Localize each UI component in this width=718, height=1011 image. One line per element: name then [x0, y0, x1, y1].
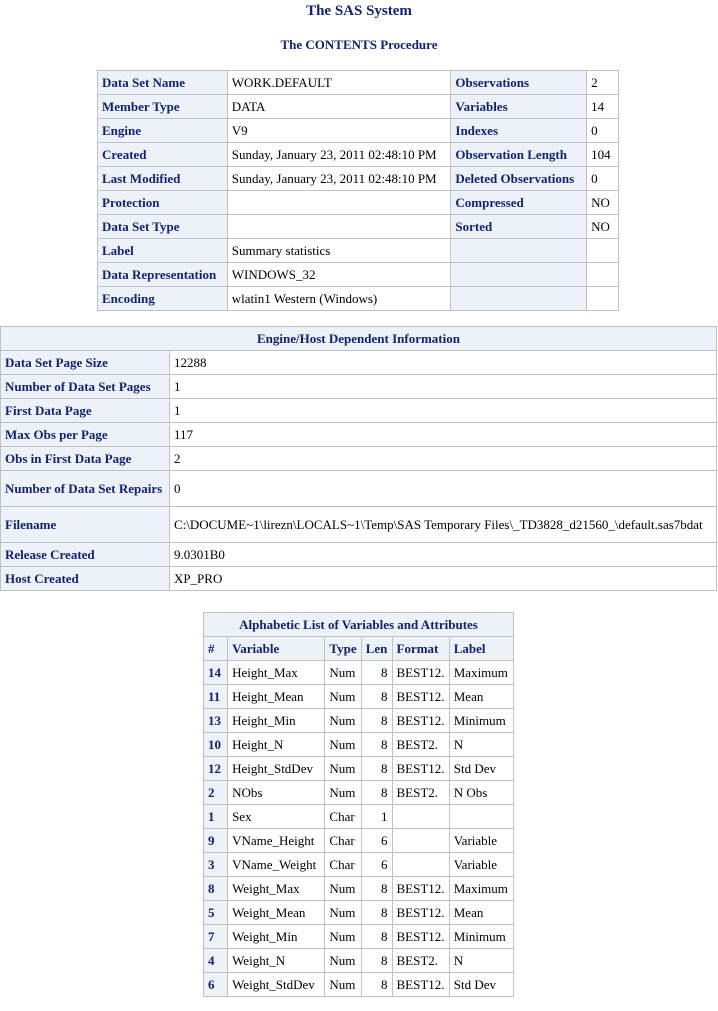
engine-table-caption: Engine/Host Dependent Information — [1, 327, 717, 351]
var-num: 4 — [204, 949, 228, 973]
attribute-value: 0 — [587, 119, 619, 143]
engine-row — [1, 567, 717, 591]
var-format: BEST12. — [392, 661, 449, 685]
var-label: Minimum — [449, 925, 513, 949]
engine-value: 9.0301B0 — [169, 543, 716, 567]
var-num: 14 — [204, 661, 228, 685]
var-num: 8 — [204, 877, 228, 901]
attribute-row — [98, 263, 619, 287]
var-type: Char — [325, 853, 361, 877]
table-row — [204, 877, 514, 901]
engine-label: Host Created — [1, 567, 170, 591]
var-len: 8 — [361, 973, 392, 997]
var-num: 12 — [204, 757, 228, 781]
table-row — [204, 829, 514, 853]
var-len: 6 — [361, 853, 392, 877]
attribute-value: V9 — [227, 119, 451, 143]
var-name: Weight_StdDev — [228, 973, 325, 997]
var-len: 6 — [361, 829, 392, 853]
var-label: Minimum — [449, 709, 513, 733]
engine-label: Filename — [1, 507, 170, 543]
engine-label: Obs in First Data Page — [1, 447, 170, 471]
engine-label: Release Created — [1, 543, 170, 567]
attribute-label: Indexes — [451, 119, 587, 143]
var-len: 8 — [361, 877, 392, 901]
engine-label: Number of Data Set Repairs — [1, 471, 170, 507]
attribute-value: Summary statistics — [227, 239, 451, 263]
table-row — [204, 853, 514, 877]
var-num: 6 — [204, 973, 228, 997]
var-type: Num — [325, 757, 361, 781]
engine-value: C:\DOCUME~1\lirezn\LOCALS~1\Temp\SAS Temporary Files\_TD3828_d21560_\default.sas7bdat — [169, 507, 716, 543]
col-header-variable: Variable — [228, 637, 325, 661]
var-label: Std Dev — [449, 757, 513, 781]
engine-row — [1, 375, 717, 399]
col-header-format: Format — [392, 637, 449, 661]
engine-value: 1 — [169, 375, 716, 399]
var-name: Height_Min — [228, 709, 325, 733]
var-num: 13 — [204, 709, 228, 733]
dataset-attributes-table — [97, 70, 619, 311]
var-label: Maximum — [449, 661, 513, 685]
attribute-value — [587, 263, 619, 287]
var-len: 8 — [361, 709, 392, 733]
var-len: 8 — [361, 949, 392, 973]
engine-label: Data Set Page Size — [1, 351, 170, 375]
attribute-label: Compressed — [451, 191, 587, 215]
var-name: NObs — [228, 781, 325, 805]
var-type: Num — [325, 901, 361, 925]
col-header-num: # — [204, 637, 228, 661]
attribute-label — [451, 287, 587, 311]
table-row — [204, 901, 514, 925]
var-len: 8 — [361, 781, 392, 805]
engine-row — [1, 399, 717, 423]
var-label — [449, 805, 513, 829]
col-header-len: Len — [361, 637, 392, 661]
variables-table — [203, 612, 514, 997]
var-type: Char — [325, 805, 361, 829]
var-label: Maximum — [449, 877, 513, 901]
table-row — [204, 709, 514, 733]
attribute-value: wlatin1 Western (Windows) — [227, 287, 451, 311]
col-header-label: Label — [449, 637, 513, 661]
table-row — [204, 949, 514, 973]
var-type: Num — [325, 685, 361, 709]
attribute-row — [98, 239, 619, 263]
var-label: Variable — [449, 829, 513, 853]
attribute-label — [451, 239, 587, 263]
var-len: 8 — [361, 925, 392, 949]
var-num: 3 — [204, 853, 228, 877]
attribute-label: Created — [98, 143, 228, 167]
attribute-label: Data Set Type — [98, 215, 228, 239]
var-name: VName_Height — [228, 829, 325, 853]
var-format: BEST2. — [392, 781, 449, 805]
var-name: Weight_Max — [228, 877, 325, 901]
table-row — [204, 733, 514, 757]
var-len: 8 — [361, 661, 392, 685]
variables-table-caption: Alphabetic List of Variables and Attributes — [204, 613, 514, 637]
var-label: N — [449, 949, 513, 973]
col-header-type: Type — [325, 637, 361, 661]
attribute-value: 104 — [587, 143, 619, 167]
attribute-label: Variables — [451, 95, 587, 119]
attribute-value: DATA — [227, 95, 451, 119]
attribute-label: Last Modified — [98, 167, 228, 191]
var-type: Num — [325, 661, 361, 685]
attribute-row — [98, 95, 619, 119]
var-len: 1 — [361, 805, 392, 829]
table-row — [204, 781, 514, 805]
engine-row — [1, 447, 717, 471]
attribute-label: Deleted Observations — [451, 167, 587, 191]
attribute-label — [451, 263, 587, 287]
attribute-label: Sorted — [451, 215, 587, 239]
var-format: BEST12. — [392, 709, 449, 733]
table-row — [204, 925, 514, 949]
var-format: BEST12. — [392, 685, 449, 709]
var-label: Mean — [449, 685, 513, 709]
attribute-label: Protection — [98, 191, 228, 215]
var-len: 8 — [361, 733, 392, 757]
var-type: Num — [325, 949, 361, 973]
attribute-value: 0 — [587, 167, 619, 191]
var-label: N — [449, 733, 513, 757]
var-type: Char — [325, 829, 361, 853]
attribute-value: Sunday, January 23, 2011 02:48:10 PM — [227, 143, 451, 167]
attribute-label: Member Type — [98, 95, 228, 119]
var-name: Height_N — [228, 733, 325, 757]
engine-value: XP_PRO — [169, 567, 716, 591]
var-len: 8 — [361, 685, 392, 709]
var-format: BEST12. — [392, 877, 449, 901]
table-row — [204, 685, 514, 709]
attribute-row — [98, 143, 619, 167]
var-num: 1 — [204, 805, 228, 829]
procedure-title: The CONTENTS Procedure — [280, 37, 438, 52]
var-format: BEST2. — [392, 733, 449, 757]
attribute-label: Encoding — [98, 287, 228, 311]
var-format: BEST12. — [392, 925, 449, 949]
engine-label: Max Obs per Page — [1, 423, 170, 447]
attribute-label: Observations — [451, 71, 587, 95]
page-title: The SAS System — [306, 3, 412, 19]
var-name: Height_Mean — [228, 685, 325, 709]
attribute-label: Observation Length — [451, 143, 587, 167]
var-type: Num — [325, 733, 361, 757]
attribute-value — [227, 191, 451, 215]
var-label: Variable — [449, 853, 513, 877]
attribute-row — [98, 119, 619, 143]
engine-label: First Data Page — [1, 399, 170, 423]
engine-row — [1, 507, 717, 543]
var-type: Num — [325, 781, 361, 805]
var-type: Num — [325, 925, 361, 949]
table-row — [204, 757, 514, 781]
table-row — [204, 973, 514, 997]
var-name: Weight_Mean — [228, 901, 325, 925]
attribute-value: 2 — [587, 71, 619, 95]
table-row — [204, 805, 514, 829]
var-format: BEST12. — [392, 973, 449, 997]
attribute-row — [98, 167, 619, 191]
var-len: 8 — [361, 757, 392, 781]
engine-row — [1, 471, 717, 507]
engine-row — [1, 543, 717, 567]
var-type: Num — [325, 709, 361, 733]
engine-row — [1, 351, 717, 375]
attribute-value: WORK.DEFAULT — [227, 71, 451, 95]
attribute-value: 14 — [587, 95, 619, 119]
var-name: Weight_N — [228, 949, 325, 973]
attribute-value — [587, 239, 619, 263]
attribute-value: WINDOWS_32 — [227, 263, 451, 287]
var-format — [392, 805, 449, 829]
attribute-value: NO — [587, 215, 619, 239]
attribute-row — [98, 215, 619, 239]
var-label: Std Dev — [449, 973, 513, 997]
var-format: BEST2. — [392, 949, 449, 973]
var-type: Num — [325, 877, 361, 901]
var-name: Height_Max — [228, 661, 325, 685]
attribute-label: Data Set Name — [98, 71, 228, 95]
engine-value: 2 — [169, 447, 716, 471]
engine-host-table — [0, 326, 717, 591]
var-format — [392, 829, 449, 853]
var-num: 10 — [204, 733, 228, 757]
engine-value: 0 — [169, 471, 716, 507]
var-format: BEST12. — [392, 901, 449, 925]
attribute-value: NO — [587, 191, 619, 215]
var-label: N Obs — [449, 781, 513, 805]
attribute-label: Label — [98, 239, 228, 263]
attribute-value: Sunday, January 23, 2011 02:48:10 PM — [227, 167, 451, 191]
var-format — [392, 853, 449, 877]
attribute-row — [98, 71, 619, 95]
attribute-row — [98, 191, 619, 215]
attribute-value — [227, 215, 451, 239]
var-num: 5 — [204, 901, 228, 925]
var-name: VName_Weight — [228, 853, 325, 877]
var-len: 8 — [361, 901, 392, 925]
engine-value: 117 — [169, 423, 716, 447]
engine-label: Number of Data Set Pages — [1, 375, 170, 399]
var-name: Height_StdDev — [228, 757, 325, 781]
engine-value: 12288 — [169, 351, 716, 375]
attribute-row — [98, 287, 619, 311]
var-num: 2 — [204, 781, 228, 805]
attribute-value — [587, 287, 619, 311]
attribute-label: Data Representation — [98, 263, 228, 287]
var-name: Weight_Min — [228, 925, 325, 949]
table-row — [204, 661, 514, 685]
attribute-label: Engine — [98, 119, 228, 143]
var-label: Mean — [449, 901, 513, 925]
engine-row — [1, 423, 717, 447]
var-type: Num — [325, 973, 361, 997]
var-num: 7 — [204, 925, 228, 949]
engine-value: 1 — [169, 399, 716, 423]
var-name: Sex — [228, 805, 325, 829]
var-num: 9 — [204, 829, 228, 853]
var-format: BEST12. — [392, 757, 449, 781]
var-num: 11 — [204, 685, 228, 709]
